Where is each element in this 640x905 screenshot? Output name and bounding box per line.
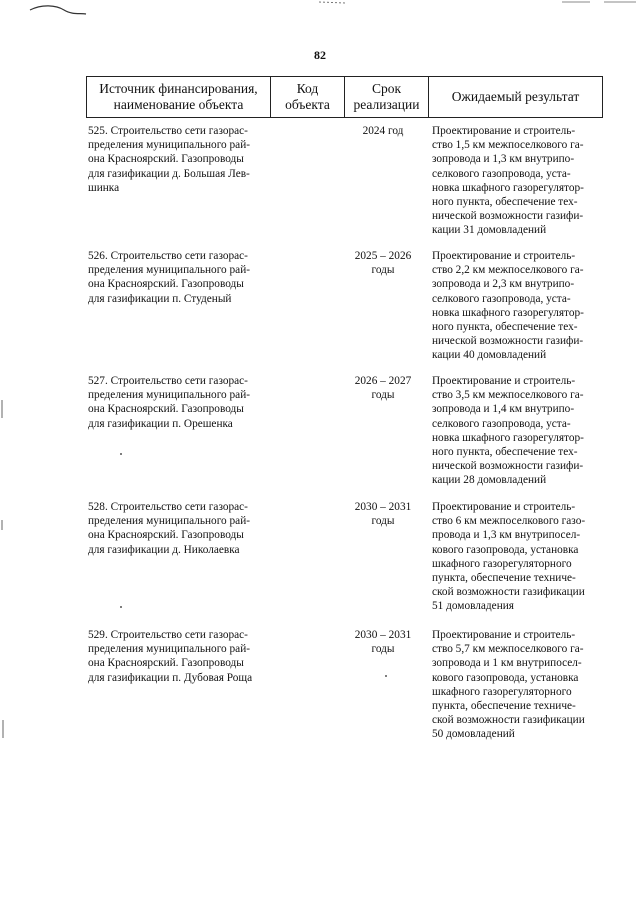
scan-speck	[120, 606, 122, 608]
expected-result: Проектирование и строитель- ство 2,2 км межпоселкового га- зопровода и 2,3 км внутрипо- селкового газопровода, уста- новка шкафного газорегулятор- ного пункта, обеспечение тех- нической возможности газифи- кации 40 домовладений	[432, 250, 584, 362]
implementation-term: 2026 – 2027 годы	[354, 375, 412, 402]
header-term	[345, 77, 429, 118]
scan-speck	[385, 675, 387, 677]
table-header	[86, 76, 603, 118]
header-code-label: Код объекта	[285, 81, 330, 112]
header-result-label: Ожидаемый результат	[451, 89, 580, 104]
scan-stroke-top-right	[560, 0, 638, 6]
scan-speck	[120, 453, 122, 455]
object-name: 526. Строительство сети газорас- пределения муниципального рай- она Красноярский. Газопроводы для газификации п. Студеный	[88, 250, 251, 305]
expected-result: Проектирование и строитель- ство 5,7 км межпоселкового га- зопровода и 1 км внутрипосел- кового газопровода, установка шкафного газорегуляторного пункта, обеспечение техниче- ской возможности газификации 50 домовладений	[432, 629, 585, 741]
header-term-label: Срок реализации	[353, 81, 420, 112]
header-result	[429, 77, 603, 118]
implementation-term: 2030 – 2031 годы	[354, 501, 412, 528]
scan-stroke-top-left	[28, 2, 88, 18]
object-name: 529. Строительство сети газорас- пределения муниципального рай- она Красноярский. Газопроводы для газификации п. Дубовая Роща	[88, 629, 253, 684]
object-name: 528. Строительство сети газорас- пределения муниципального рай- она Красноярский. Газопроводы для газификации д. Николаевка	[88, 501, 251, 556]
header-code	[271, 77, 345, 118]
implementation-term: 2030 – 2031 годы	[354, 629, 412, 656]
scan-edge-left	[0, 400, 6, 740]
expected-result: Проектирование и строитель- ство 3,5 км межпоселкового га- зопровода и 1,4 км внутрипо- селкового газопровода, уста- новка шкафного газорегулятор- ного пункта, обеспечение тех- нической возможности газифи- кации 28 домовладений	[432, 375, 584, 487]
expected-result: Проектирование и строитель- ство 1,5 км межпоселкового га- зопровода и 1,3 км внутрипо- селкового газопровода, уста- новка шкафного газорегулятор- ного пункта, обеспечение тех- нической возможности газифи- кации 31 домовладений	[432, 125, 584, 237]
object-name: 525. Строительство сети газорас- пределения муниципального рай- она Красноярский. Газопроводы для газификации д. Большая Лев- шинка	[88, 125, 251, 194]
implementation-term: 2025 – 2026 годы	[354, 250, 412, 277]
scan-stroke-top-center	[318, 0, 348, 6]
expected-result: Проектирование и строитель- ство 6 км межпоселкового газо- провода и 1,3 км внутрипосел- кового газопровода, установка шкафного газорегуляторного пункта, обеспечение техниче- ской возможности газификации 51 домовладения	[432, 501, 586, 613]
implementation-term: 2024 год	[362, 125, 404, 137]
object-name: 527. Строительство сети газорас- пределения муниципального рай- она Красноярский. Газопроводы для газификации п. Орешенка	[88, 375, 251, 430]
header-source	[87, 77, 271, 118]
page-number: 82	[314, 48, 326, 62]
header-source-label: Источник финансирования, наименование объекта	[99, 81, 258, 112]
